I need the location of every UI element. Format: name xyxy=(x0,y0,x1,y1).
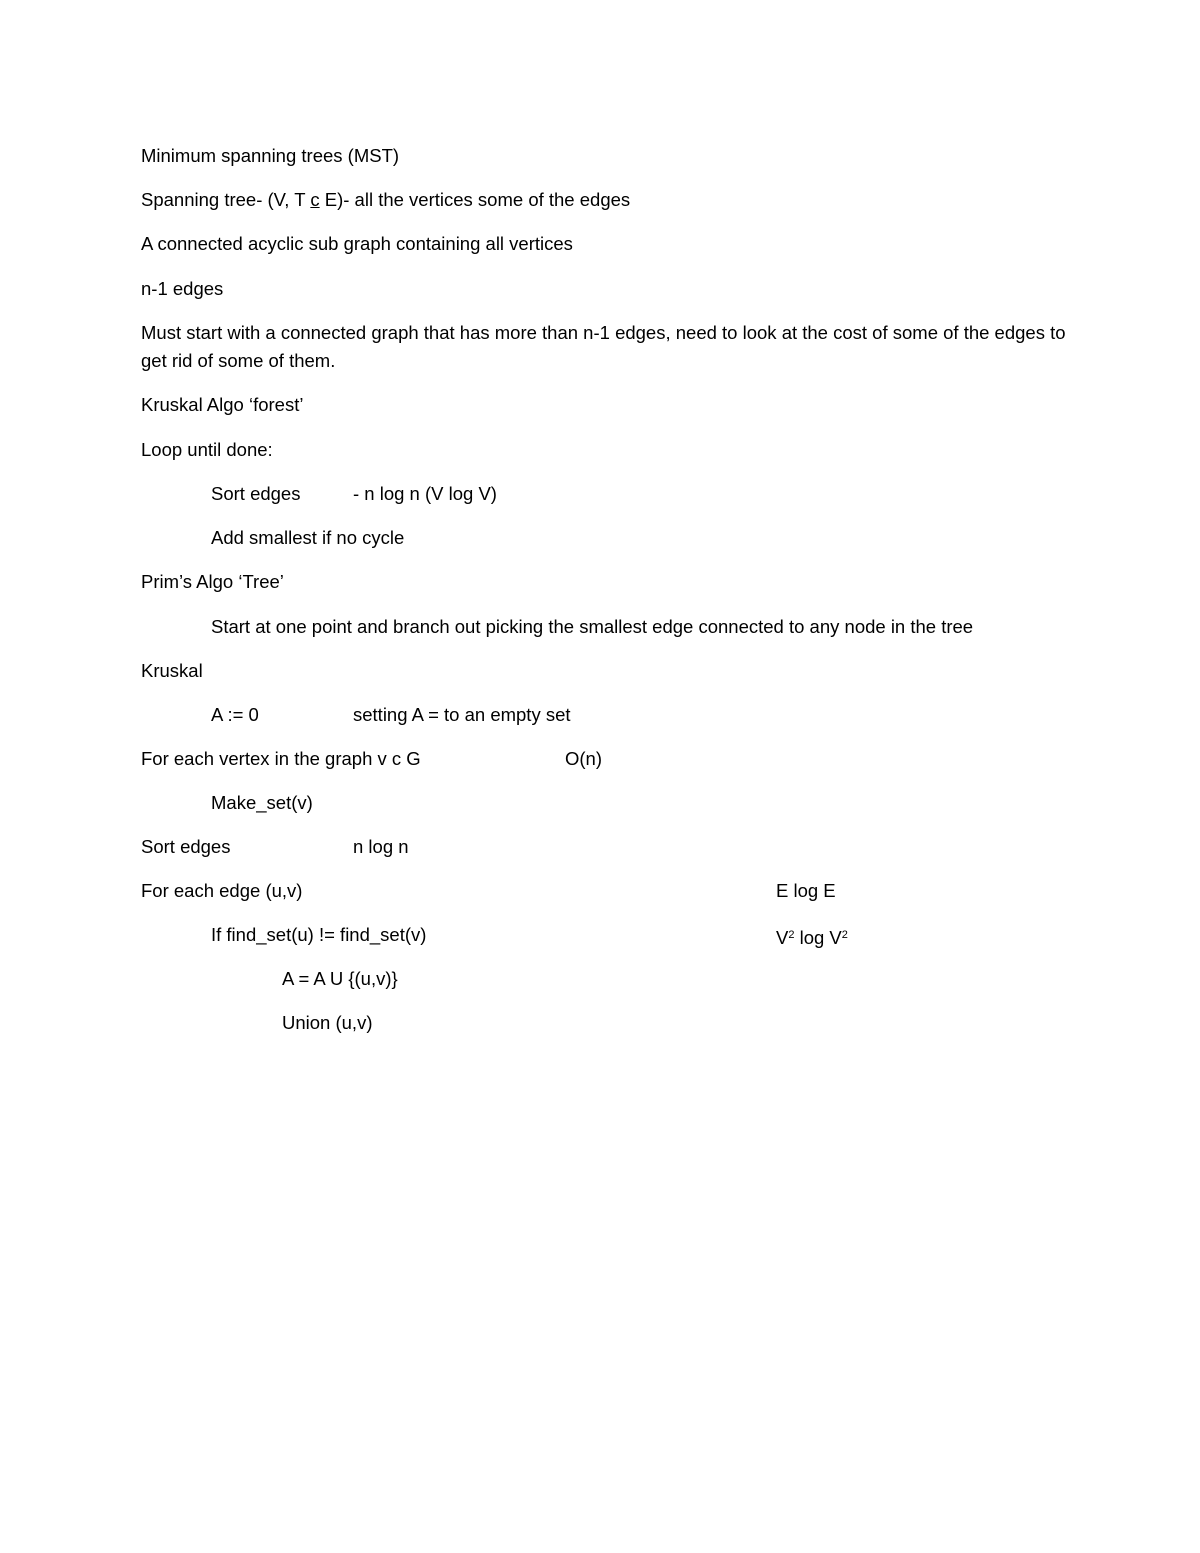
union-line: Union (u,v) xyxy=(282,1012,373,1033)
sort-edges2-line: Sort edges xyxy=(141,836,231,857)
cost-v: V xyxy=(776,927,789,948)
if-find-set-cost xyxy=(776,923,848,950)
cost-exp2: 2 xyxy=(841,929,848,941)
sort-edges-cost: - n log n (V log V) xyxy=(353,483,497,504)
spanning-pre: Spanning tree- (V, T xyxy=(141,189,311,210)
sort-edges-line: Sort edges xyxy=(211,483,301,504)
for-edge-cost: E log E xyxy=(776,880,836,901)
for-vertex-cost: O(n) xyxy=(565,748,602,769)
loop-line: Loop until done: xyxy=(141,439,273,460)
cost-mid: log V xyxy=(794,927,842,948)
make-set-line: Make_set(v) xyxy=(211,792,313,813)
prims-description: Start at one point and branch out picking the smallest edge connected to any node in the tree xyxy=(211,616,974,637)
add-smallest-line: Add smallest if no cycle xyxy=(211,527,405,548)
subset-symbol: c xyxy=(310,189,320,210)
connected-line: A connected acyclic sub graph containing all vertices xyxy=(141,233,573,254)
spanning-post: E)- all the vertices some of the edges xyxy=(319,189,631,210)
a-union-line: A = A U {(u,v)} xyxy=(282,968,398,989)
for-edge-line: For each edge (u,v) xyxy=(141,880,303,901)
spanning-tree-line xyxy=(141,188,630,212)
prims-algo-heading: Prim’s Algo ‘Tree’ xyxy=(141,571,284,592)
for-vertex-line: For each vertex in the graph v c G xyxy=(141,748,421,769)
kruskal-algo-heading: Kruskal Algo ‘forest’ xyxy=(141,394,304,415)
must-start-paragraph: Must start with a connected graph that has more than n-1 edges, need to look at the cost of some of the edges to get rid of some of them. xyxy=(141,322,1066,371)
a-assign-line: A := 0 xyxy=(211,704,259,725)
sort-edges2-cost: n log n xyxy=(353,836,409,857)
cost-exp1: 2 xyxy=(788,929,795,941)
if-find-set-line: If find_set(u) != find_set(v) xyxy=(211,924,427,945)
title: Minimum spanning trees (MST) xyxy=(141,145,400,166)
a-assign-note: setting A = to an empty set xyxy=(353,704,571,725)
kruskal-heading: Kruskal xyxy=(141,660,203,681)
edges-count-line: n-1 edges xyxy=(141,278,224,299)
